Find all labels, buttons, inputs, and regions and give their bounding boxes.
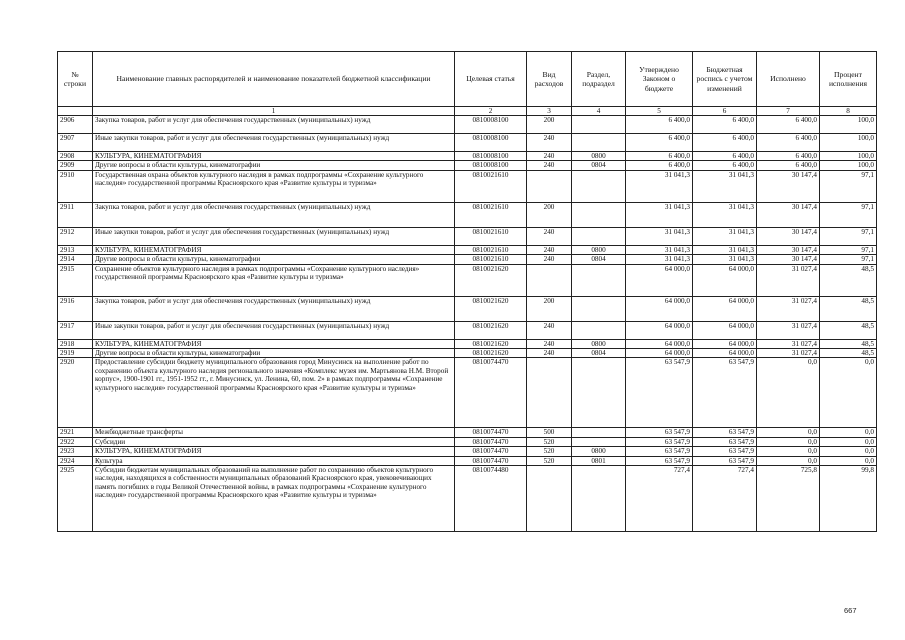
cell-approved: 6 400,0 bbox=[626, 116, 693, 134]
cell-expense-type: 200 bbox=[527, 296, 572, 321]
cell-target-article: 0810074470 bbox=[455, 428, 527, 437]
cell-budget-schedule: 6 400,0 bbox=[693, 152, 757, 161]
table-row bbox=[58, 456, 877, 465]
cell-approved: 63 547,9 bbox=[626, 437, 693, 446]
cell-executed: 30 147,4 bbox=[757, 202, 820, 227]
table-row bbox=[58, 447, 877, 456]
cell-approved: 31 041,3 bbox=[626, 255, 693, 264]
cell-name: Сохранение объектов культурного наследия в рамках подпрограммы «Сохранение культурного наследия» государственной программы Красноярского края «Развитие культуры и туризма» bbox=[93, 264, 455, 296]
cell-percent: 0,0 bbox=[820, 456, 877, 465]
cell-executed: 30 147,4 bbox=[757, 170, 820, 202]
cell-row-number: 2918 bbox=[58, 339, 93, 348]
cell-executed: 30 147,4 bbox=[757, 245, 820, 254]
cell-row-number: 2922 bbox=[58, 437, 93, 446]
cell-percent: 48,5 bbox=[820, 264, 877, 296]
cell-expense-type: 240 bbox=[527, 349, 572, 358]
cell-approved: 63 547,9 bbox=[626, 428, 693, 437]
cell-percent: 100,0 bbox=[820, 134, 877, 152]
cell-expense-type: 240 bbox=[527, 321, 572, 339]
table-row bbox=[58, 349, 877, 358]
cell-budget-schedule: 63 547,9 bbox=[693, 428, 757, 437]
column-number: 1 bbox=[93, 107, 455, 116]
cell-budget-schedule: 63 547,9 bbox=[693, 456, 757, 465]
column-number: 8 bbox=[820, 107, 877, 116]
cell-name: КУЛЬТУРА, КИНЕМАТОГРАФИЯ bbox=[93, 447, 455, 456]
cell-target-article: 0810021610 bbox=[455, 202, 527, 227]
cell-executed: 0,0 bbox=[757, 428, 820, 437]
cell-executed: 6 400,0 bbox=[757, 161, 820, 170]
column-number: 6 bbox=[693, 107, 757, 116]
table-row bbox=[58, 428, 877, 437]
cell-target-article: 0810021610 bbox=[455, 227, 527, 245]
cell-target-article: 0810074470 bbox=[455, 456, 527, 465]
cell-section: 0800 bbox=[572, 339, 626, 348]
cell-expense-type: 240 bbox=[527, 339, 572, 348]
cell-name: Культура bbox=[93, 456, 455, 465]
cell-budget-schedule: 63 547,9 bbox=[693, 358, 757, 428]
table-row bbox=[58, 296, 877, 321]
header-row-number: № строки bbox=[58, 52, 93, 107]
cell-executed: 0,0 bbox=[757, 456, 820, 465]
cell-percent: 48,5 bbox=[820, 321, 877, 339]
cell-expense-type: 240 bbox=[527, 134, 572, 152]
header-expense-type: Вид расходов bbox=[527, 52, 572, 107]
cell-percent: 100,0 bbox=[820, 116, 877, 134]
cell-target-article: 0810021610 bbox=[455, 255, 527, 264]
cell-approved: 63 547,9 bbox=[626, 358, 693, 428]
table-row bbox=[58, 466, 877, 532]
cell-row-number: 2909 bbox=[58, 161, 93, 170]
cell-name: Предоставление субсидии бюджету муниципального образования город Минусинск на выполнение работ по сохранению объекта культурного наследия регионального значения «Комплекс музея им. Мартьянова Н.М. Второй корпус», 1900-1901 гг., 1951-1952 гг., г. Минусинск, ул. Ленина, 60, пом. 2» в рамках подпрограммы «Сохранение культурного наследия» государственной программы Красноярского края «Развитие культуры и туризма» bbox=[93, 358, 455, 428]
column-number: 5 bbox=[626, 107, 693, 116]
cell-approved: 727,4 bbox=[626, 466, 693, 532]
cell-name: Межбюджетные трансферты bbox=[93, 428, 455, 437]
cell-row-number: 2923 bbox=[58, 447, 93, 456]
cell-expense-type: 520 bbox=[527, 437, 572, 446]
cell-percent: 97,1 bbox=[820, 227, 877, 245]
cell-row-number: 2920 bbox=[58, 358, 93, 428]
cell-executed: 31 027,4 bbox=[757, 296, 820, 321]
table-row bbox=[58, 437, 877, 446]
cell-section: 0800 bbox=[572, 152, 626, 161]
column-number bbox=[58, 107, 93, 116]
cell-target-article: 0810021620 bbox=[455, 296, 527, 321]
cell-percent: 0,0 bbox=[820, 447, 877, 456]
cell-budget-schedule: 64 000,0 bbox=[693, 349, 757, 358]
column-number: 7 bbox=[757, 107, 820, 116]
cell-name: Субсидии бюджетам муниципальных образований на выполнение работ по сохранению объектов культурного наследия, находящихся в собственности муниципальных образований Красноярского края, увековечивающих память погибших в годы Великой Отечественной войны, в рамках подпрограммы «Сохранение культурного наследия» государственной программы Красноярского края «Развитие культуры и туризма» bbox=[93, 466, 455, 532]
table-row bbox=[58, 202, 877, 227]
cell-section: 0804 bbox=[572, 255, 626, 264]
cell-approved: 64 000,0 bbox=[626, 321, 693, 339]
cell-name: Другие вопросы в области культуры, кинематографии bbox=[93, 349, 455, 358]
cell-budget-schedule: 64 000,0 bbox=[693, 321, 757, 339]
table-row bbox=[58, 245, 877, 254]
table-row bbox=[58, 134, 877, 152]
cell-budget-schedule: 31 041,3 bbox=[693, 227, 757, 245]
header-percent: Процент исполнения bbox=[820, 52, 877, 107]
cell-percent: 48,5 bbox=[820, 349, 877, 358]
cell-row-number: 2910 bbox=[58, 170, 93, 202]
cell-percent: 97,1 bbox=[820, 170, 877, 202]
table-row bbox=[58, 116, 877, 134]
header-name: Наименование главных распорядителей и наименование показателей бюджетной классификации bbox=[93, 52, 455, 107]
cell-target-article: 0810008100 bbox=[455, 161, 527, 170]
cell-row-number: 2925 bbox=[58, 466, 93, 532]
cell-approved: 64 000,0 bbox=[626, 296, 693, 321]
cell-target-article: 0810008100 bbox=[455, 134, 527, 152]
cell-target-article: 0810021610 bbox=[455, 245, 527, 254]
cell-approved: 31 041,3 bbox=[626, 227, 693, 245]
table-row bbox=[58, 152, 877, 161]
cell-section bbox=[572, 134, 626, 152]
cell-budget-schedule: 31 041,3 bbox=[693, 170, 757, 202]
cell-budget-schedule: 6 400,0 bbox=[693, 116, 757, 134]
cell-expense-type: 240 bbox=[527, 161, 572, 170]
cell-row-number: 2917 bbox=[58, 321, 93, 339]
cell-target-article: 0810021620 bbox=[455, 321, 527, 339]
cell-percent: 0,0 bbox=[820, 358, 877, 428]
table-row bbox=[58, 339, 877, 348]
table-row bbox=[58, 161, 877, 170]
cell-row-number: 2914 bbox=[58, 255, 93, 264]
cell-percent: 48,5 bbox=[820, 339, 877, 348]
cell-approved: 64 000,0 bbox=[626, 264, 693, 296]
cell-name: Иные закупки товаров, работ и услуг для обеспечения государственных (муниципальных) нужд bbox=[93, 227, 455, 245]
cell-name: Закупка товаров, работ и услуг для обеспечения государственных (муниципальных) нужд bbox=[93, 296, 455, 321]
table-row bbox=[58, 358, 877, 428]
cell-budget-schedule: 64 000,0 bbox=[693, 339, 757, 348]
cell-name: КУЛЬТУРА, КИНЕМАТОГРАФИЯ bbox=[93, 152, 455, 161]
cell-name: Закупка товаров, работ и услуг для обеспечения государственных (муниципальных) нужд bbox=[93, 116, 455, 134]
cell-section bbox=[572, 202, 626, 227]
cell-expense-type: 240 bbox=[527, 227, 572, 245]
cell-section: 0801 bbox=[572, 456, 626, 465]
cell-approved: 64 000,0 bbox=[626, 339, 693, 348]
cell-expense-type: 240 bbox=[527, 152, 572, 161]
cell-approved: 6 400,0 bbox=[626, 134, 693, 152]
cell-name: Закупка товаров, работ и услуг для обеспечения государственных (муниципальных) нужд bbox=[93, 202, 455, 227]
cell-name: Другие вопросы в области культуры, кинематографии bbox=[93, 161, 455, 170]
cell-section bbox=[572, 358, 626, 428]
table-row bbox=[58, 255, 877, 264]
budget-table bbox=[57, 51, 877, 532]
cell-row-number: 2916 bbox=[58, 296, 93, 321]
header-approved: Утверждено Законом о бюджете bbox=[626, 52, 693, 107]
cell-target-article: 0810074470 bbox=[455, 447, 527, 456]
cell-target-article: 0810008100 bbox=[455, 116, 527, 134]
cell-approved: 6 400,0 bbox=[626, 152, 693, 161]
cell-percent: 99,8 bbox=[820, 466, 877, 532]
cell-executed: 31 027,4 bbox=[757, 339, 820, 348]
cell-target-article: 0810008100 bbox=[455, 152, 527, 161]
cell-percent: 0,0 bbox=[820, 428, 877, 437]
cell-name: Субсидии bbox=[93, 437, 455, 446]
cell-budget-schedule: 6 400,0 bbox=[693, 134, 757, 152]
cell-executed: 6 400,0 bbox=[757, 134, 820, 152]
cell-name: КУЛЬТУРА, КИНЕМАТОГРАФИЯ bbox=[93, 339, 455, 348]
cell-section bbox=[572, 437, 626, 446]
cell-percent: 100,0 bbox=[820, 161, 877, 170]
cell-row-number: 2911 bbox=[58, 202, 93, 227]
cell-section bbox=[572, 428, 626, 437]
cell-executed: 0,0 bbox=[757, 437, 820, 446]
cell-approved: 31 041,3 bbox=[626, 202, 693, 227]
table-header bbox=[58, 52, 877, 116]
header-target-article: Целевая статья bbox=[455, 52, 527, 107]
cell-target-article: 0810074470 bbox=[455, 358, 527, 428]
cell-section bbox=[572, 296, 626, 321]
cell-approved: 31 041,3 bbox=[626, 245, 693, 254]
cell-target-article: 0810074480 bbox=[455, 466, 527, 532]
cell-executed: 0,0 bbox=[757, 447, 820, 456]
cell-executed: 725,8 bbox=[757, 466, 820, 532]
cell-section bbox=[572, 466, 626, 532]
cell-percent: 100,0 bbox=[820, 152, 877, 161]
cell-name: Иные закупки товаров, работ и услуг для обеспечения государственных (муниципальных) нужд bbox=[93, 321, 455, 339]
cell-expense-type bbox=[527, 264, 572, 296]
cell-section: 0800 bbox=[572, 447, 626, 456]
cell-approved: 63 547,9 bbox=[626, 456, 693, 465]
cell-target-article: 0810074470 bbox=[455, 437, 527, 446]
cell-percent: 97,1 bbox=[820, 202, 877, 227]
cell-executed: 0,0 bbox=[757, 358, 820, 428]
cell-target-article: 0810021620 bbox=[455, 264, 527, 296]
cell-executed: 30 147,4 bbox=[757, 227, 820, 245]
cell-name: Иные закупки товаров, работ и услуг для обеспечения государственных (муниципальных) нужд bbox=[93, 134, 455, 152]
cell-budget-schedule: 63 547,9 bbox=[693, 437, 757, 446]
cell-executed: 31 027,4 bbox=[757, 349, 820, 358]
cell-target-article: 0810021620 bbox=[455, 349, 527, 358]
page-number: 667 bbox=[844, 606, 857, 615]
cell-budget-schedule: 6 400,0 bbox=[693, 161, 757, 170]
cell-executed: 6 400,0 bbox=[757, 152, 820, 161]
cell-executed: 6 400,0 bbox=[757, 116, 820, 134]
cell-percent: 97,1 bbox=[820, 255, 877, 264]
cell-executed: 31 027,4 bbox=[757, 321, 820, 339]
cell-section: 0800 bbox=[572, 245, 626, 254]
cell-section bbox=[572, 116, 626, 134]
cell-row-number: 2907 bbox=[58, 134, 93, 152]
table-row bbox=[58, 170, 877, 202]
header-section: Раздел, подраздел bbox=[572, 52, 626, 107]
cell-row-number: 2912 bbox=[58, 227, 93, 245]
column-number: 2 bbox=[455, 107, 527, 116]
cell-row-number: 2921 bbox=[58, 428, 93, 437]
cell-percent: 48,5 bbox=[820, 296, 877, 321]
cell-expense-type bbox=[527, 170, 572, 202]
cell-row-number: 2919 bbox=[58, 349, 93, 358]
cell-row-number: 2915 bbox=[58, 264, 93, 296]
table-body bbox=[58, 116, 877, 532]
cell-budget-schedule: 727,4 bbox=[693, 466, 757, 532]
table-row bbox=[58, 321, 877, 339]
cell-row-number: 2906 bbox=[58, 116, 93, 134]
table-row bbox=[58, 264, 877, 296]
cell-section bbox=[572, 264, 626, 296]
cell-approved: 64 000,0 bbox=[626, 349, 693, 358]
cell-budget-schedule: 31 041,3 bbox=[693, 202, 757, 227]
cell-section bbox=[572, 227, 626, 245]
cell-target-article: 0810021620 bbox=[455, 339, 527, 348]
cell-name: Государственная охрана объектов культурного наследия в рамках подпрограммы «Сохранение культурного наследия» государственной программы Красноярского края «Развитие культуры и туризма» bbox=[93, 170, 455, 202]
header-budget-schedule: Бюджетная роспись с учетом изменений bbox=[693, 52, 757, 107]
cell-row-number: 2924 bbox=[58, 456, 93, 465]
cell-budget-schedule: 64 000,0 bbox=[693, 296, 757, 321]
cell-expense-type: 240 bbox=[527, 245, 572, 254]
budget-sheet bbox=[57, 51, 876, 532]
cell-target-article: 0810021610 bbox=[455, 170, 527, 202]
cell-expense-type: 520 bbox=[527, 456, 572, 465]
cell-budget-schedule: 31 041,3 bbox=[693, 255, 757, 264]
cell-expense-type: 240 bbox=[527, 255, 572, 264]
column-number: 4 bbox=[572, 107, 626, 116]
cell-expense-type: 200 bbox=[527, 202, 572, 227]
table-row bbox=[58, 227, 877, 245]
cell-row-number: 2908 bbox=[58, 152, 93, 161]
cell-approved: 31 041,3 bbox=[626, 170, 693, 202]
cell-budget-schedule: 64 000,0 bbox=[693, 264, 757, 296]
cell-percent: 0,0 bbox=[820, 437, 877, 446]
cell-expense-type: 200 bbox=[527, 116, 572, 134]
cell-approved: 6 400,0 bbox=[626, 161, 693, 170]
cell-expense-type bbox=[527, 466, 572, 532]
cell-approved: 63 547,9 bbox=[626, 447, 693, 456]
cell-row-number: 2913 bbox=[58, 245, 93, 254]
cell-budget-schedule: 31 041,3 bbox=[693, 245, 757, 254]
cell-section: 0804 bbox=[572, 349, 626, 358]
cell-section: 0804 bbox=[572, 161, 626, 170]
cell-percent: 97,1 bbox=[820, 245, 877, 254]
cell-section bbox=[572, 170, 626, 202]
cell-section bbox=[572, 321, 626, 339]
cell-name: Другие вопросы в области культуры, кинематографии bbox=[93, 255, 455, 264]
cell-expense-type: 520 bbox=[527, 447, 572, 456]
cell-expense-type bbox=[527, 358, 572, 428]
header-executed: Исполнено bbox=[757, 52, 820, 107]
cell-expense-type: 500 bbox=[527, 428, 572, 437]
cell-name: КУЛЬТУРА, КИНЕМАТОГРАФИЯ bbox=[93, 245, 455, 254]
cell-budget-schedule: 63 547,9 bbox=[693, 447, 757, 456]
cell-executed: 31 027,4 bbox=[757, 264, 820, 296]
cell-executed: 30 147,4 bbox=[757, 255, 820, 264]
column-number: 3 bbox=[527, 107, 572, 116]
